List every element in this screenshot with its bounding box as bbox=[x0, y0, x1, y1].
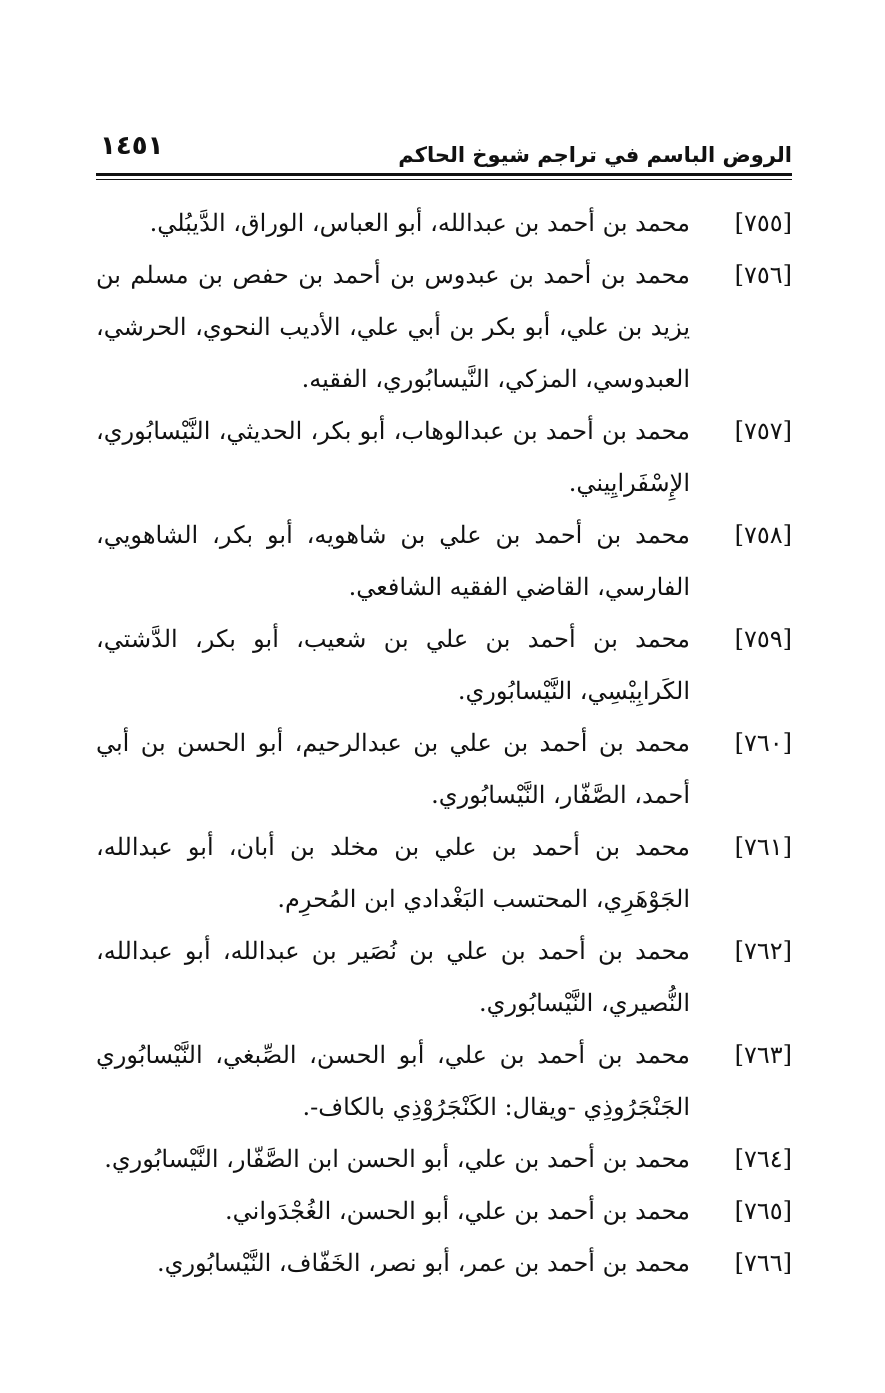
entry-text: محمد بن أحمد بن عبدالوهاب، أبو بكر، الحديثي، النَّيْسابُوري، الإِسْفَرايِيني. bbox=[96, 417, 690, 497]
entry-text: محمد بن أحمد بن علي، أبو الحسن ابن الصَّفّار، النَّيْسابُوري. bbox=[104, 1145, 690, 1173]
entry-text: محمد بن أحمد بن علي بن مخلد بن أبان، أبو عبدالله، الجَوْهَرِي، المحتسب البَغْدادي ابن المُحرِم. bbox=[96, 833, 690, 913]
entry-764 bbox=[96, 1133, 792, 1185]
entry-766 bbox=[96, 1237, 792, 1289]
entry-text: محمد بن أحمد بن علي، أبو الحسن، الصِّبغي، النَّيْسابُوري الجَنْجَرُوذِي -ويقال: الكَنْجَرُوْذِي بالكاف-. bbox=[96, 1041, 690, 1121]
entry-number: [٧٦٢] bbox=[734, 937, 792, 965]
entry-text: محمد بن أحمد بن علي بن شاهويه، أبو بكر، الشاهويي، الفارسي، القاضي الفقيه الشافعي. bbox=[96, 521, 690, 601]
entry-text: محمد بن أحمد بن علي، أبو الحسن، الغُجْدَواني. bbox=[225, 1197, 690, 1225]
entry-text: محمد بن أحمد بن عبدوس بن أحمد بن حفص بن مسلم بن يزيد بن علي، أبو بكر بن أبي علي، الأديب النحوي، الحرشي، العبدوسي، المزكي، النَّيسابُوري، الفقيه. bbox=[96, 261, 690, 393]
page-number: ١٤٥١ bbox=[100, 131, 164, 161]
entry-number: [٧٥٦] bbox=[734, 261, 792, 289]
entry-number: [٧٥٥] bbox=[734, 209, 792, 237]
book-title: الروض الباسم في تراجم شيوخ الحاكم bbox=[398, 143, 792, 167]
entry-number: [٧٦٥] bbox=[734, 1197, 792, 1225]
header-rule-thick bbox=[96, 173, 792, 176]
entry-758 bbox=[96, 509, 792, 613]
entry-text: محمد بن أحمد بن علي بن نُصَير بن عبدالله، أبو عبدالله، النُّصيري، النَّيْسابُوري. bbox=[96, 937, 690, 1017]
entry-763 bbox=[96, 1029, 792, 1133]
entry-number: [٧٦١] bbox=[734, 833, 792, 861]
entry-759 bbox=[96, 613, 792, 717]
entry-number: [٧٦٤] bbox=[734, 1145, 792, 1173]
entry-number: [٧٥٩] bbox=[734, 625, 792, 653]
header-rule-thin bbox=[96, 179, 792, 180]
entry-number: [٧٦٠] bbox=[734, 729, 792, 757]
entry-list bbox=[96, 197, 792, 1289]
entry-text: محمد بن أحمد بن علي بن عبدالرحيم، أبو الحسن بن أبي أحمد، الصَّفّار، النَّيْسابُوري. bbox=[96, 729, 690, 809]
entry-762 bbox=[96, 925, 792, 1029]
running-header bbox=[96, 128, 792, 172]
entry-755 bbox=[96, 197, 792, 249]
entry-761 bbox=[96, 821, 792, 925]
entry-text: محمد بن أحمد بن عبدالله، أبو العباس، الوراق، الدَّيبُلي. bbox=[149, 209, 690, 237]
entry-text: محمد بن أحمد بن علي بن شعيب، أبو بكر، الدَّشتي، الكَرابِيْسِي، النَّيْسابُوري. bbox=[96, 625, 690, 705]
entry-number: [٧٥٧] bbox=[734, 417, 792, 445]
entry-text: محمد بن أحمد بن عمر، أبو نصر، الخَفّاف، النَّيْسابُوري. bbox=[157, 1249, 690, 1277]
entry-765 bbox=[96, 1185, 792, 1237]
entry-760 bbox=[96, 717, 792, 821]
entry-757 bbox=[96, 405, 792, 509]
entry-756 bbox=[96, 249, 792, 405]
entry-number: [٧٦٦] bbox=[734, 1249, 792, 1277]
entry-number: [٧٦٣] bbox=[734, 1041, 792, 1069]
entry-number: [٧٥٨] bbox=[734, 521, 792, 549]
